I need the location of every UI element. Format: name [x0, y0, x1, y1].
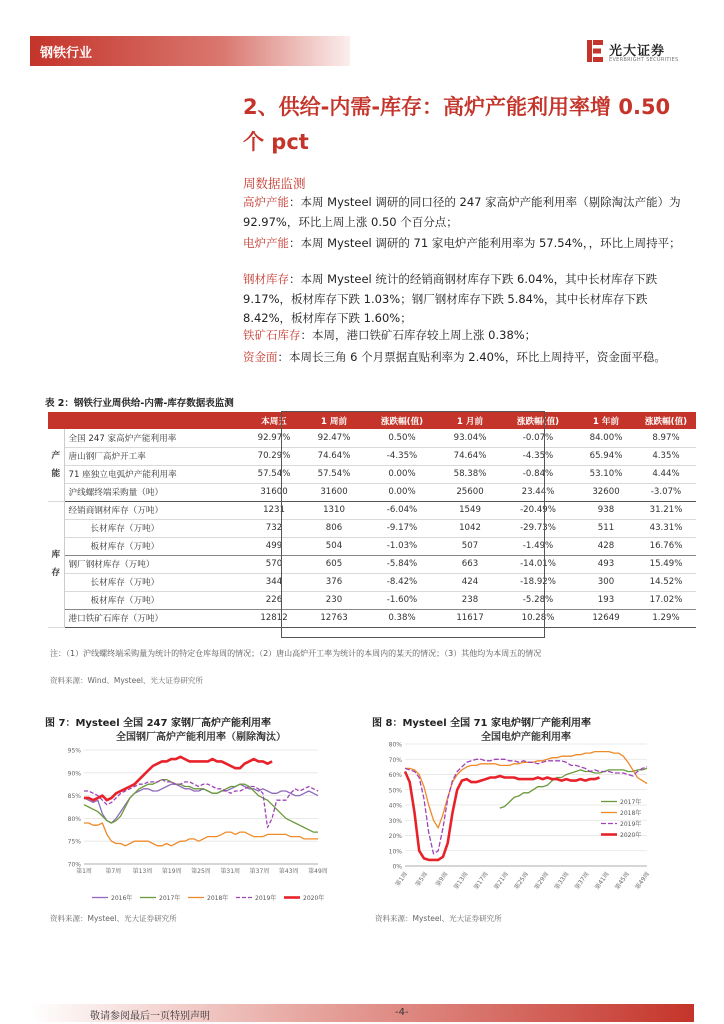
table-row: 港口铁矿石库存（万吨） 12812 12763 0.38% 11617 10.28% 12649 1.29%: [48, 609, 696, 627]
legend-label: 2018年: [620, 810, 642, 817]
section-title: 2、供给-内需-库存：高炉产能利用率增 0.50 个 pct: [243, 95, 671, 154]
y-tick-label: 70%: [388, 756, 402, 764]
series-line: [405, 759, 647, 854]
footer-disclaimer: 敬请参阅最后一页特别声明: [90, 1011, 210, 1022]
section-header-bar: [30, 36, 350, 66]
x-tick-label: 第17周: [472, 870, 490, 891]
paragraph-blast-furnace: 高炉产能：本周 Mysteel 调研的同口径的 247 家高炉产能利用率（剔除淘汰产能）为 92.97%，环比上周上涨 0.50 个百分点；: [243, 195, 681, 229]
x-tick-label: 第13周: [452, 870, 470, 891]
table-row: 长材库存（万吨） 344 376 -8.42% 424 -18.92% 300 14.52%: [48, 573, 696, 591]
row-group-label: 产 能: [48, 429, 64, 501]
col-header: 涨跌幅(值): [500, 412, 576, 429]
y-tick-label: 30%: [388, 817, 402, 825]
page-footer: [30, 1004, 694, 1022]
paragraph-electric-furnace: 电炉产能：本周 Mysteel 调研的 71 家电炉产能利用率为 57.54%，，环比上周持平；: [243, 236, 681, 250]
y-tick-label: 80%: [388, 741, 402, 749]
data-table: [48, 412, 696, 628]
legend-label: 2019年: [620, 821, 642, 828]
table-caption: 表 2：钢铁行业周供给-内需-库存数据表监测: [45, 398, 234, 409]
x-tick-label: 第31周: [220, 868, 241, 875]
col-header: 1 年前: [576, 412, 636, 429]
table-row: 长材库存（万吨） 732 806 -9.17% 1042 -29.73% 511 43.31%: [48, 519, 696, 537]
section-name: 钢铁行业: [40, 46, 93, 61]
y-tick-label: 0%: [392, 863, 402, 871]
y-tick-label: 75%: [67, 838, 81, 846]
legend-label: 2017年: [159, 895, 181, 902]
y-tick-label: 90%: [67, 770, 81, 778]
x-tick-label: 第29周: [533, 870, 551, 891]
table-note: 注：（1）沪线螺终端采购量为统计的特定仓库每周的情况；（2）唐山高炉开工率为统计的本周内的某天的情况；（3）其他均为本周五的情况: [50, 649, 542, 658]
x-tick-label: 第45周: [613, 870, 631, 891]
table-row: 产 能 全国 247 家高炉产能利用率 92.97% 92.47% 0.50% 93.04% -0.07% 84.00% 8.97%: [48, 429, 696, 447]
y-tick-label: 50%: [388, 787, 402, 795]
x-tick-label: 第25周: [191, 868, 211, 875]
table-row: 唐山钢厂高炉开工率 70.29% 74.64% -4.35% 74.64% -4.35% 65.94% 4.35%: [48, 447, 696, 465]
x-tick-label: 第37周: [249, 868, 270, 875]
series-line: [84, 780, 318, 833]
legend-label: 2020年: [303, 895, 325, 902]
figure8-caption: 图 8：Mysteel 全国 71 家电炉钢厂产能利用率: [372, 718, 591, 729]
x-tick-label: 第1周: [394, 870, 410, 888]
y-tick-label: 85%: [67, 793, 81, 801]
table-row: 板材库存（万吨） 226 230 -1.60% 238 -5.28% 193 17.02%: [48, 591, 696, 609]
table-row: 钢厂钢材库存（万吨） 570 605 -5.84% 663 -14.01% 493 15.49%: [48, 555, 696, 573]
y-tick-label: 10%: [388, 848, 402, 856]
y-tick-label: 40%: [388, 802, 402, 810]
x-tick-label: 第9周: [434, 870, 450, 888]
col-header: 本周五: [244, 412, 304, 429]
x-tick-label: 第1周: [76, 868, 92, 875]
series-line: [405, 772, 600, 860]
col-header: 涨跌幅(值): [636, 412, 696, 429]
subsection-title: 周数据监测: [243, 176, 306, 191]
x-tick-label: 第41周: [593, 870, 611, 891]
col-header: 1 周前: [304, 412, 364, 429]
x-tick-label: 第7周: [105, 868, 122, 875]
brand-name: 光大证券: [609, 44, 666, 59]
table-row: 71 座独立电弧炉产能利用率 57.54% 57.54% 0.00% 58.38% -0.84% 53.10% 4.44%: [48, 465, 696, 483]
table-header-row: [48, 412, 696, 429]
figure7-chart: [50, 728, 340, 908]
x-tick-label: 第49周: [634, 870, 652, 891]
chart-title: 全国钢厂高炉产能利用率（剔除淘汰）: [116, 732, 286, 743]
y-tick-label: 95%: [67, 747, 81, 755]
figure8-source: 资料来源：Mysteel、光大证券研究所: [375, 914, 502, 923]
table-row: 板材库存（万吨） 499 504 -1.03% 507 -1.49% 428 16.76%: [48, 537, 696, 555]
y-tick-label: 20%: [388, 833, 402, 840]
figure8-chart: [375, 728, 675, 908]
brand-logo: [587, 38, 697, 68]
y-tick-label: 70%: [67, 861, 81, 869]
x-tick-label: 第25周: [513, 870, 531, 891]
legend-label: 2016年: [111, 895, 133, 902]
y-tick-label: 80%: [67, 815, 81, 823]
y-tick-label: 60%: [388, 772, 402, 779]
page-number: -4-: [395, 1007, 409, 1018]
paragraph-steel-inventory: 钢材库存：本周 Mysteel 统计的经销商钢材库存下跌 6.04%，其中长材库存下跌 9.17%，板材库存下跌 1.03%；钢厂钢材库存下跌 5.84%，其中长材库存下跌 8.42%，板材库存下跌 1.60%；: [243, 272, 658, 325]
paragraph-iron-ore-inventory: 铁矿石库存：本周，港口铁矿石库存较上周上涨 0.38%；: [243, 328, 537, 342]
table-row: 沪线螺终端采购量（吨） 31600 31600 0.00% 25600 23.44% 32600 -3.07%: [48, 483, 696, 501]
series-line: [84, 780, 318, 828]
x-tick-label: 第21周: [492, 870, 510, 891]
col-header: 1 月前: [440, 412, 500, 429]
table-source: 资料来源：Wind、Mysteel、光大证券研究所: [50, 676, 203, 685]
x-tick-label: 第5周: [414, 870, 430, 888]
row-group-label: 库 存: [48, 501, 64, 627]
series-line: [84, 757, 272, 800]
figure7-caption: 图 7：Mysteel 全国 247 家钢厂高炉产能利用率: [45, 718, 271, 729]
legend-label: 2018年: [207, 895, 229, 902]
legend-label: 2017年: [620, 799, 642, 806]
series-line: [84, 823, 318, 846]
x-tick-label: 第33周: [553, 870, 571, 891]
chart-title: 全国电炉产能利用率: [481, 732, 571, 743]
x-tick-label: 第49周: [308, 868, 328, 875]
x-tick-label: 第37周: [573, 870, 591, 891]
col-header: 涨跌幅(值): [364, 412, 440, 429]
paragraph-funding: 资金面：本周长三角 6 个月票据直贴利率为 2.40%，环比上周持平，资金面平稳。: [243, 350, 666, 364]
table-row: 库 存 经销商钢材库存（万吨） 1231 1310 -6.04% 1549 -20.49% 938 31.21%: [48, 501, 696, 519]
x-tick-label: 第19周: [161, 868, 182, 875]
x-tick-label: 第43周: [278, 868, 299, 875]
legend-label: 2020年: [620, 832, 642, 839]
brand-mark-icon: [587, 40, 603, 62]
figure7-source: 资料来源：Mysteel、光大证券研究所: [50, 914, 177, 923]
brand-name-en: EVERBRIGHT SECURITIES: [609, 57, 679, 63]
x-tick-label: 第13周: [132, 868, 153, 875]
legend-label: 2019年: [255, 895, 277, 902]
